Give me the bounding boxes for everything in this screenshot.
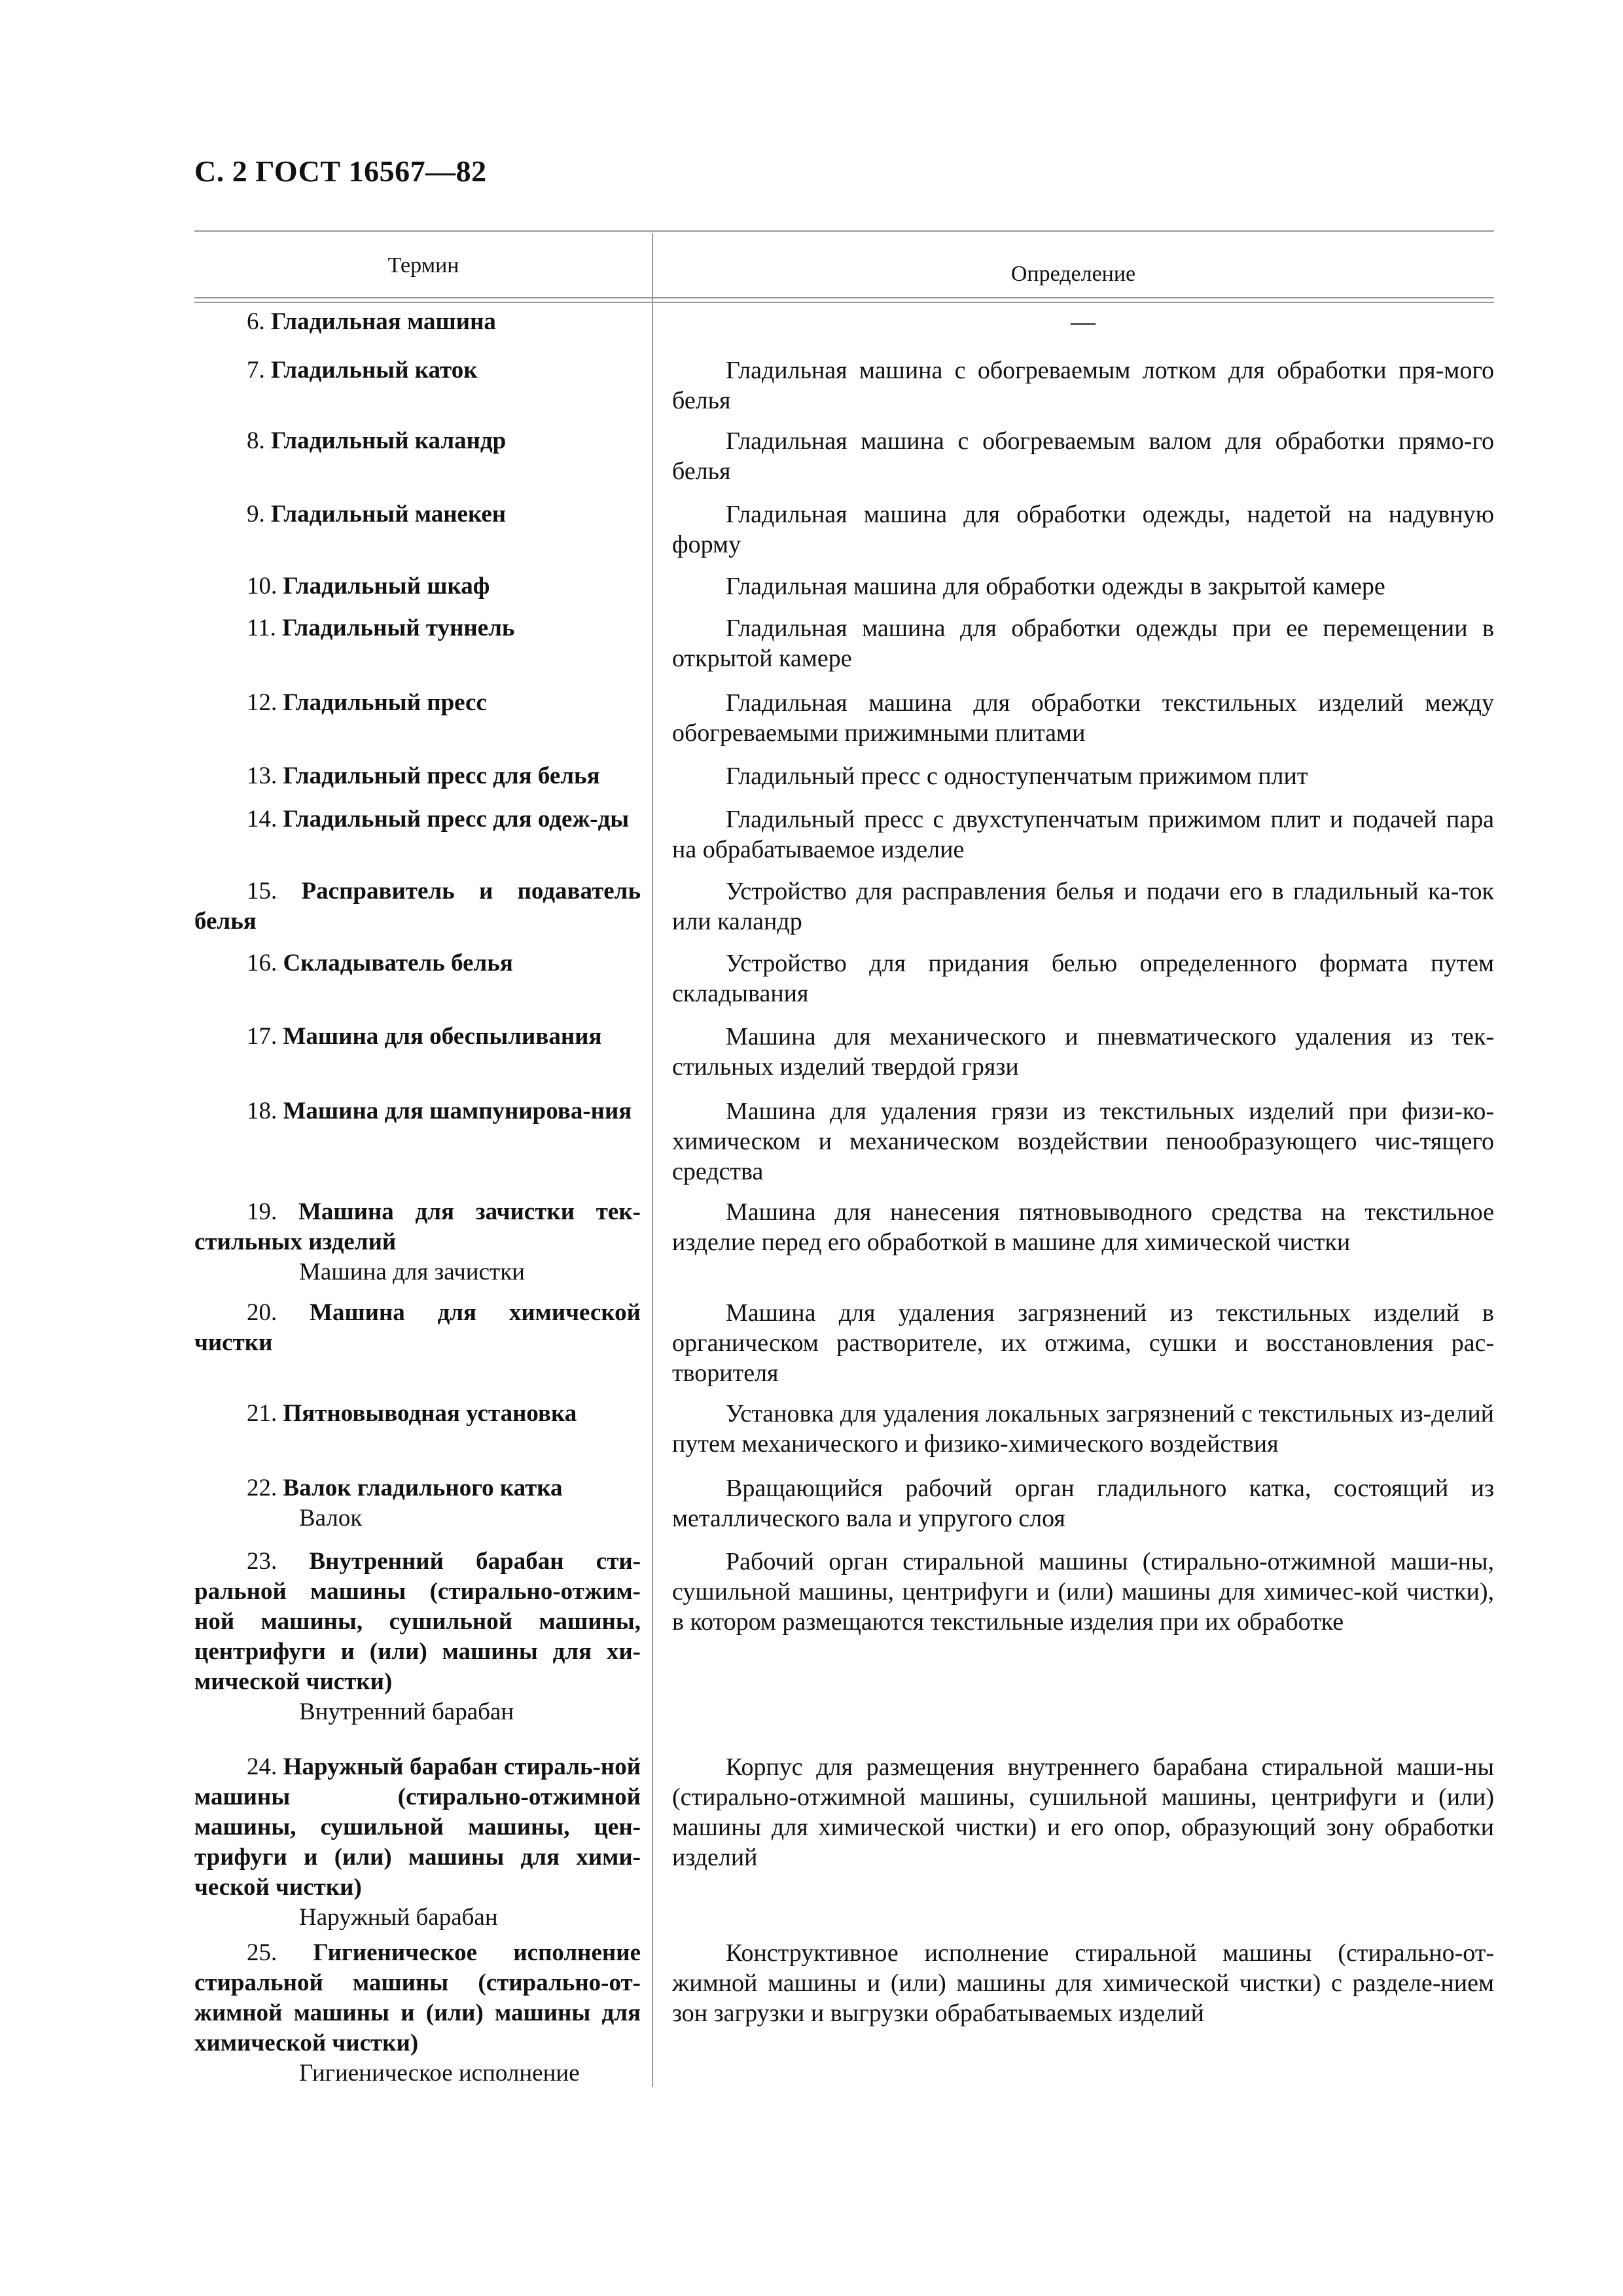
- term-text: [194, 761, 641, 791]
- term-name: Внутренний барабан сти-ральной машины (стирально-отжим-ной машины, сушильной машины, центрифуги и (или) машины для хи-мической чистки): [194, 1548, 641, 1695]
- term-number: 20.: [247, 1299, 277, 1326]
- term-text: [194, 426, 641, 456]
- header-double-rule: [194, 297, 1494, 303]
- term-text: [194, 1022, 641, 1052]
- term-name: Наружный барабан стираль-ной машины (стирально-отжимной машины, сушильной машины, цен-трифуги и (или) машины для хими-ческой чистки): [194, 1753, 641, 1901]
- definition-cell: [652, 761, 1494, 797]
- term-cell: [194, 1752, 652, 1930]
- term-text: [194, 1197, 641, 1257]
- definition-text: Гладильная машина с обогреваемым валом для обработки прямо-го белья: [672, 427, 1494, 485]
- term-number: 7.: [247, 357, 265, 384]
- term-name: Валок гладильного катка: [283, 1475, 563, 1501]
- term-number: 25.: [247, 1939, 277, 1966]
- definition-cell: [652, 1298, 1494, 1391]
- table-row: [194, 1391, 1494, 1465]
- term-number: 10.: [247, 573, 277, 600]
- definition-text: Гладильная машина для обработки одежды в закрытой камере: [726, 573, 1385, 600]
- term-number: 18.: [247, 1098, 277, 1124]
- definition-cell: [652, 688, 1494, 753]
- definition-text: Гладильная машина для обработки одежды при ее перемещении в открытой камере: [672, 615, 1494, 672]
- term-name: Машина для химической чистки: [194, 1299, 641, 1356]
- column-header-term: Термин: [387, 253, 459, 278]
- term-name: Гладильный шкаф: [283, 573, 490, 600]
- term-name: Машина для обеспыливания: [283, 1023, 602, 1050]
- term-cell: [194, 355, 652, 418]
- definition-text: Машина для удаления грязи из текстильных изделий при физи-ко-химическом и механическом воздействии пенообразующего чис-тящего средства: [672, 1098, 1494, 1185]
- term-cell: [194, 876, 652, 941]
- table-row: [194, 1290, 1494, 1391]
- definition-text: —: [1071, 308, 1096, 336]
- term-number: 19.: [247, 1198, 277, 1225]
- term-cell: [194, 948, 652, 1014]
- term-name: Расправитель и подаватель белья: [194, 878, 641, 935]
- term-text: [194, 1096, 641, 1126]
- definition-text: Конструктивное исполнение стиральной машины (стирально-от-жимной машины и (или) машины для химической чистки) с разделе-нием зон загрузки и выгрузки обрабатываемых изделий: [672, 1939, 1494, 2027]
- term-number: 8.: [247, 427, 265, 454]
- definition-text: Установка для удаления локальных загрязнений с текстильных из-делий путем механического и физико-химического воздействия: [672, 1400, 1494, 1458]
- term-number: 9.: [247, 501, 265, 528]
- term-name: Гладильный пресс для белья: [283, 762, 600, 789]
- term-number: 12.: [247, 689, 277, 716]
- table-row: [194, 1014, 1494, 1088]
- definition-text: Гладильная машина для обработки текстильных изделий между обогреваемыми прижимными плитами: [672, 689, 1494, 747]
- term-cell: [194, 613, 652, 680]
- definition-cell: [652, 613, 1494, 680]
- term-cell: [194, 499, 652, 564]
- term-cell: [194, 426, 652, 492]
- term-cell: [194, 1096, 652, 1189]
- definition-text: Машина для механического и пневматического удаления из тек-стильных изделий твердой грязи: [672, 1023, 1494, 1081]
- term-number: 14.: [247, 806, 277, 833]
- term-number: 24.: [247, 1753, 277, 1780]
- term-text: [194, 876, 641, 937]
- table-row: [194, 1189, 1494, 1290]
- column-header-definition: Определение: [1010, 262, 1136, 286]
- term-number: 15.: [247, 878, 277, 905]
- definition-cell: [652, 1473, 1494, 1539]
- definition-text: Вращающийся рабочий орган гладильного катка, состоящий из металлического вала и упругого слоя: [672, 1475, 1494, 1532]
- table-row: [194, 564, 1494, 605]
- term-number: 23.: [247, 1548, 277, 1575]
- term-number: 6.: [247, 308, 265, 335]
- table-row: [194, 680, 1494, 753]
- definition-cell: [652, 571, 1494, 605]
- table-rows: [194, 303, 1494, 2087]
- term-cell: [194, 1399, 652, 1465]
- term-short-form: Машина для зачистки: [299, 1259, 525, 1285]
- term-text: [194, 1547, 641, 1697]
- table-row: [194, 492, 1494, 564]
- term-name: Гигиеническое исполнение стиральной машины (стирально-от-жимной машины и (или) машины для химической чистки): [194, 1939, 641, 2056]
- term-name: Гладильный пресс: [283, 689, 487, 716]
- term-text: [194, 948, 641, 978]
- term-cell: [194, 1298, 652, 1391]
- terms-table: [194, 230, 1494, 2087]
- table-row: [194, 869, 1494, 941]
- term-text: [194, 1473, 641, 1503]
- definition-text: Машина для удаления загрязнений из текстильных изделий в органическом растворителе, их отжима, сушки и восстановления рас-творителя: [672, 1299, 1494, 1387]
- definition-cell: [652, 307, 1494, 348]
- definition-cell: [652, 804, 1494, 869]
- table-row: [194, 941, 1494, 1014]
- term-text: [194, 499, 641, 529]
- term-name: Гладильный каток: [271, 357, 478, 384]
- term-name: Гладильный пресс для одеж-ды: [283, 806, 630, 833]
- table-row: [194, 1539, 1494, 1744]
- page-header: С. 2 ГОСТ 16567—82: [194, 154, 487, 188]
- definition-text: Гладильная машина с обогреваемым лотком для обработки пря-мого белья: [672, 357, 1494, 414]
- term-number: 21.: [247, 1400, 277, 1427]
- definition-cell: [652, 355, 1494, 418]
- term-short-form: Валок: [299, 1505, 363, 1532]
- term-text: [194, 1938, 641, 2058]
- table-row: [194, 1088, 1494, 1189]
- term-name: Гладильный каландр: [271, 427, 507, 454]
- definition-text: Устройство для придания белью определенного формата путем складывания: [672, 950, 1494, 1007]
- term-text: [194, 355, 641, 386]
- term-name: Машина для зачистки тек-стильных изделий: [194, 1198, 641, 1255]
- definition-text: Рабочий орган стиральной машины (стирально-отжимной маши-ны, сушильной машины, центрифуги и (или) машины для химичес-кой чистки), в котором размещаются текстильные изделия при их обработке: [672, 1548, 1494, 1636]
- table-row: [194, 1744, 1494, 1930]
- definition-cell: [652, 1938, 1494, 2087]
- term-cell: [194, 1473, 652, 1539]
- table-row: [194, 605, 1494, 680]
- definition-text: Гладильная машина для обработки одежды, надетой на надувную форму: [672, 501, 1494, 558]
- term-cell: [194, 307, 652, 348]
- term-cell: [194, 1547, 652, 1744]
- term-name: Гладильная машина: [271, 308, 496, 335]
- table-row: [194, 1930, 1494, 2087]
- definition-text: Устройство для расправления белья и подачи его в гладильный ка-ток или каландр: [672, 878, 1494, 935]
- term-short-form: Гигиеническое исполнение: [299, 2060, 580, 2087]
- definition-text: Гладильный пресс с одноступенчатым прижимом плит: [726, 762, 1308, 790]
- term-text: [194, 613, 641, 643]
- definition-cell: [652, 1752, 1494, 1930]
- term-text: [194, 688, 641, 718]
- definition-text: Машина для нанесения пятновыводного средства на текстильное изделие перед его обработкой в машине для химической чистки: [672, 1198, 1494, 1256]
- definition-cell: [652, 1197, 1494, 1290]
- term-short-form: Внутренний барабан: [299, 1698, 514, 1725]
- definition-cell: [652, 1022, 1494, 1088]
- definition-cell: [652, 876, 1494, 941]
- term-number: 11.: [247, 615, 276, 641]
- definition-cell: [652, 948, 1494, 1014]
- table-row: [194, 303, 1494, 348]
- table-row: [194, 753, 1494, 797]
- column-divider: [652, 233, 653, 2087]
- term-number: 13.: [247, 762, 277, 789]
- term-number: 16.: [247, 950, 277, 977]
- term-text: [194, 1298, 641, 1358]
- definition-cell: [652, 499, 1494, 564]
- definition-cell: [652, 1399, 1494, 1465]
- term-cell: [194, 1197, 652, 1290]
- term-name: Пятновыводная установка: [283, 1400, 577, 1427]
- term-name: Гладильный туннель: [282, 615, 515, 641]
- term-text: [194, 307, 641, 337]
- term-cell: [194, 1022, 652, 1088]
- term-number: 17.: [247, 1023, 277, 1050]
- term-text: [194, 1752, 641, 1903]
- table-row: [194, 1465, 1494, 1539]
- table-row: [194, 418, 1494, 492]
- table-row: [194, 797, 1494, 869]
- term-text: [194, 1399, 641, 1429]
- definition-cell: [652, 1096, 1494, 1189]
- term-cell: [194, 571, 652, 605]
- term-name: Складыватель белья: [283, 950, 513, 977]
- term-text: [194, 571, 641, 601]
- table-body: [194, 303, 1494, 2087]
- term-name: Машина для шампунирова-ния: [283, 1098, 632, 1124]
- term-cell: [194, 1938, 652, 2087]
- table-column-headers: [194, 232, 1494, 297]
- term-number: 22.: [247, 1475, 277, 1501]
- table-row: [194, 348, 1494, 418]
- term-cell: [194, 761, 652, 797]
- definition-cell: [652, 426, 1494, 492]
- term-text: [194, 804, 641, 834]
- definition-text: Корпус для размещения внутреннего барабана стиральной маши-ны (стирально-отжимной машины, сушильной машины, центрифуги и (или) машины для химической чистки) и его опор, образующий зону обработки изделий: [672, 1753, 1494, 1871]
- term-name: Гладильный манекен: [271, 501, 507, 528]
- term-cell: [194, 688, 652, 753]
- definition-text: Гладильный пресс с двухступенчатым прижимом плит и подачей пара на обрабатываемое изделие: [672, 806, 1494, 863]
- definition-cell: [652, 1547, 1494, 1744]
- term-short-form: Наружный барабан: [299, 1904, 498, 1931]
- term-cell: [194, 804, 652, 869]
